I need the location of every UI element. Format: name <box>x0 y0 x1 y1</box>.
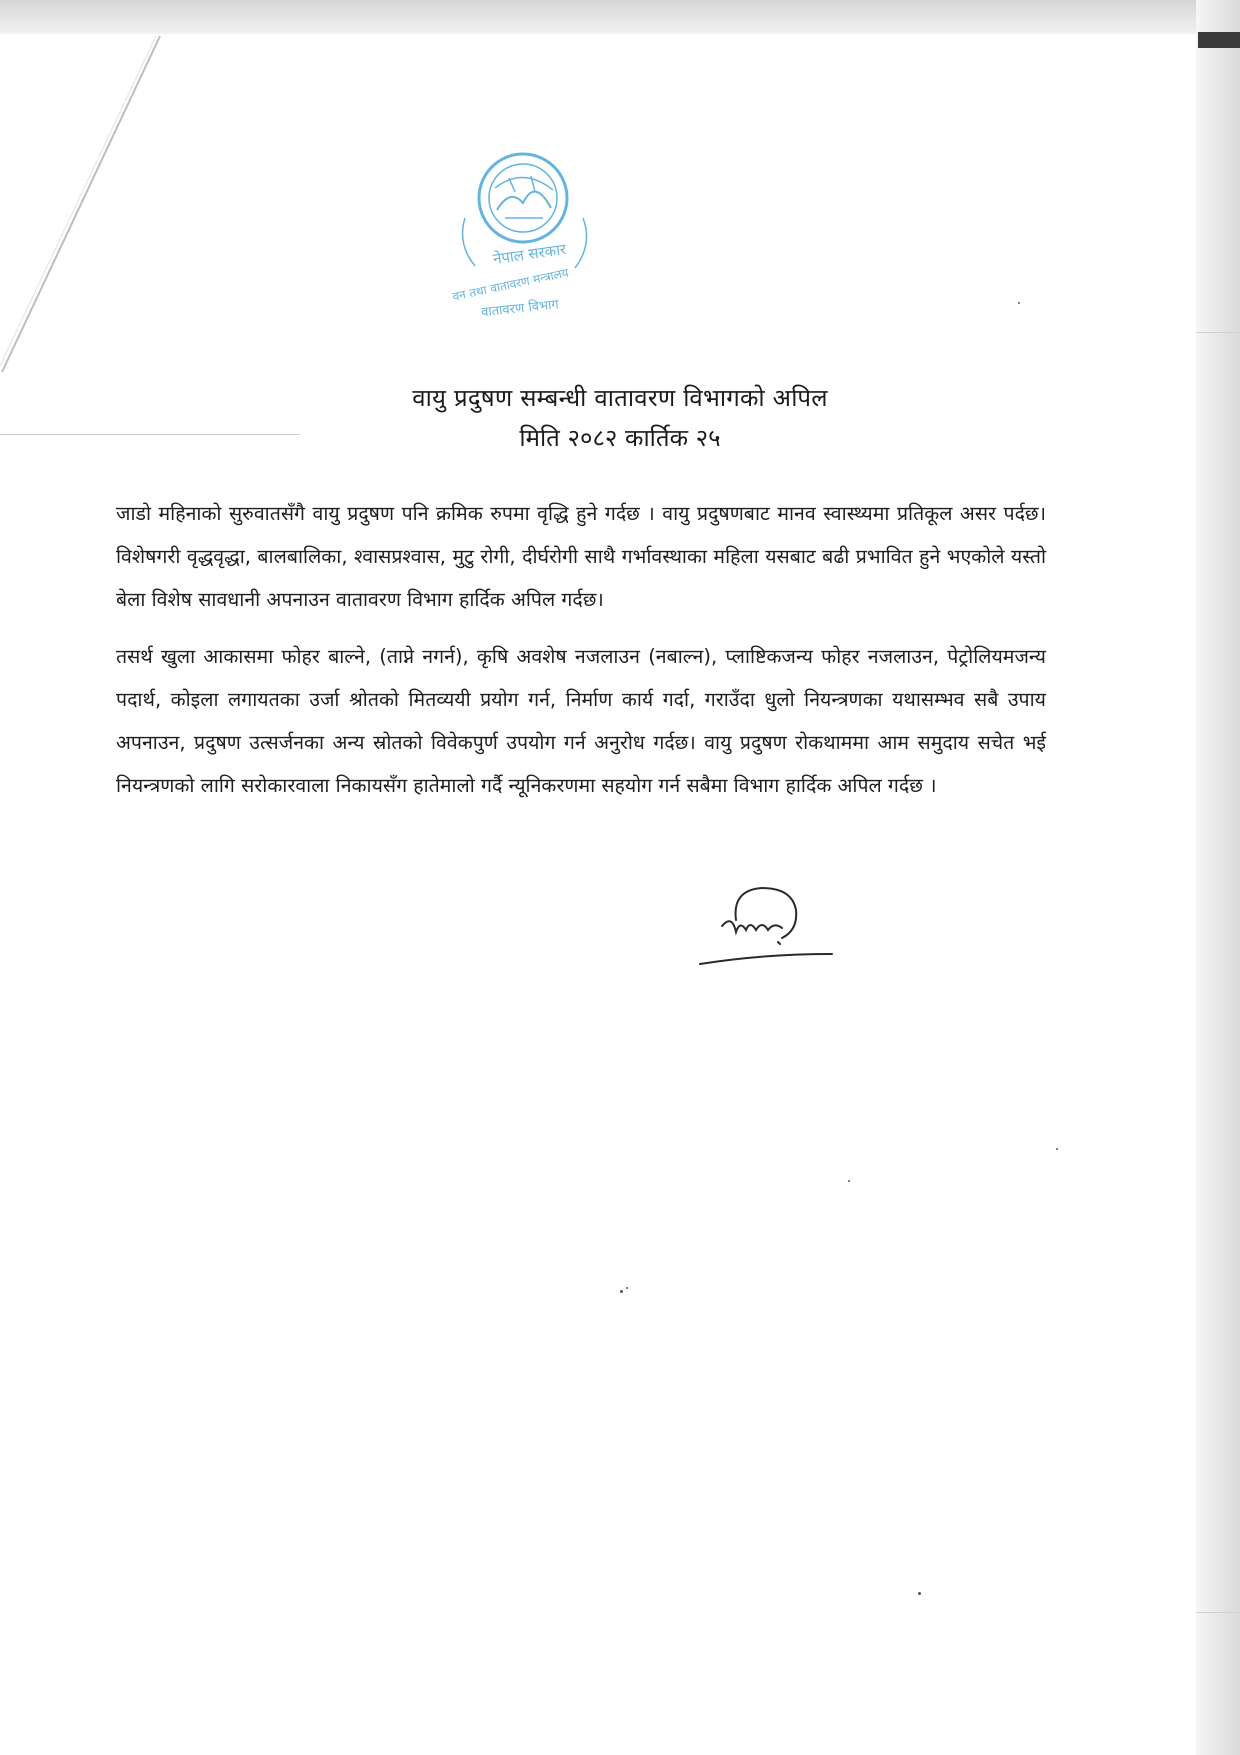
scan-shadow-right <box>1196 0 1240 1755</box>
scan-speck <box>1018 302 1020 304</box>
scan-artifact-line <box>1196 332 1240 333</box>
seal-text-line-1: नेपाल सरकार <box>491 240 568 269</box>
paper-fold-line <box>0 0 170 380</box>
notice-body <box>116 492 1046 821</box>
scan-speck <box>918 1592 921 1595</box>
notice-header <box>0 378 1240 458</box>
notice-date: मिति २०८२ कार्तिक २५ <box>519 424 721 452</box>
seal-text-line-2: वन तथा वातावरण मन्त्रालय <box>451 265 570 304</box>
scan-edge-mark <box>1198 32 1240 48</box>
seal-text-line-3: वातावरण विभाग <box>480 297 560 321</box>
notice-paragraph-1: जाडो महिनाको सुरुवातसँगै वायु प्रदुषण पनि क्रमिक रुपमा वृद्धि हुने गर्दछ । वायु प्रदुषणबाट मानव स्वास्थ्यमा प्रतिकूल असर पर्दछ। विशेषगरी वृद्धवृद्धा, बालबालिका, श्वासप्रश्वास, मुटु रोगी, दीर्घरोगी साथै गर्भावस्थाका महिला यसबाट बढी प्रभावित हुने भएकोले यस्तो बेला विशेष सावधानी अपनाउन वातावरण विभाग हार्दिक अपिल गर्दछ। <box>116 502 1046 611</box>
scan-speck <box>848 1180 850 1182</box>
scan-speck <box>626 1287 628 1289</box>
handwritten-signature <box>692 880 842 970</box>
scan-speck <box>1056 1148 1058 1150</box>
scan-artifact-line <box>1196 1612 1240 1613</box>
scan-shadow-top <box>0 0 1240 34</box>
scan-speck <box>620 1290 623 1293</box>
government-seal-stamp <box>435 148 615 323</box>
notice-paragraph-2: तसर्थ खुला आकासमा फोहर बाल्ने, (ताप्ने नगर्न), कृषि अवशेष नजलाउन (नबाल्न), प्लाष्टिकजन्य फोहर नजलाउन, पेट्रोलियमजन्य पदार्थ, कोइला लगायतका उर्जा श्रोतको मितव्ययी प्रयोग गर्न, निर्माण कार्य गर्दा, गराउँदा धुलो नियन्त्रणका यथासम्भव सबै उपाय अपनाउन, प्रदुषण उत्सर्जनका अन्य स्रोतको विवेकपुर्ण उपयोग गर्न अनुरोध गर्दछ। वायु प्रदुषण रोकथाममा आम समुदाय सचेत भई नियन्त्रणको लागि सरोकारवाला निकायसँग हातेमालो गर्दै न्यूनिकरणमा सहयोग गर्न सबैमा विभाग हार्दिक अपिल गर्दछ । <box>116 645 1046 797</box>
notice-title: वायु प्रदुषण सम्बन्धी वातावरण विभागको अपिल <box>412 384 828 412</box>
